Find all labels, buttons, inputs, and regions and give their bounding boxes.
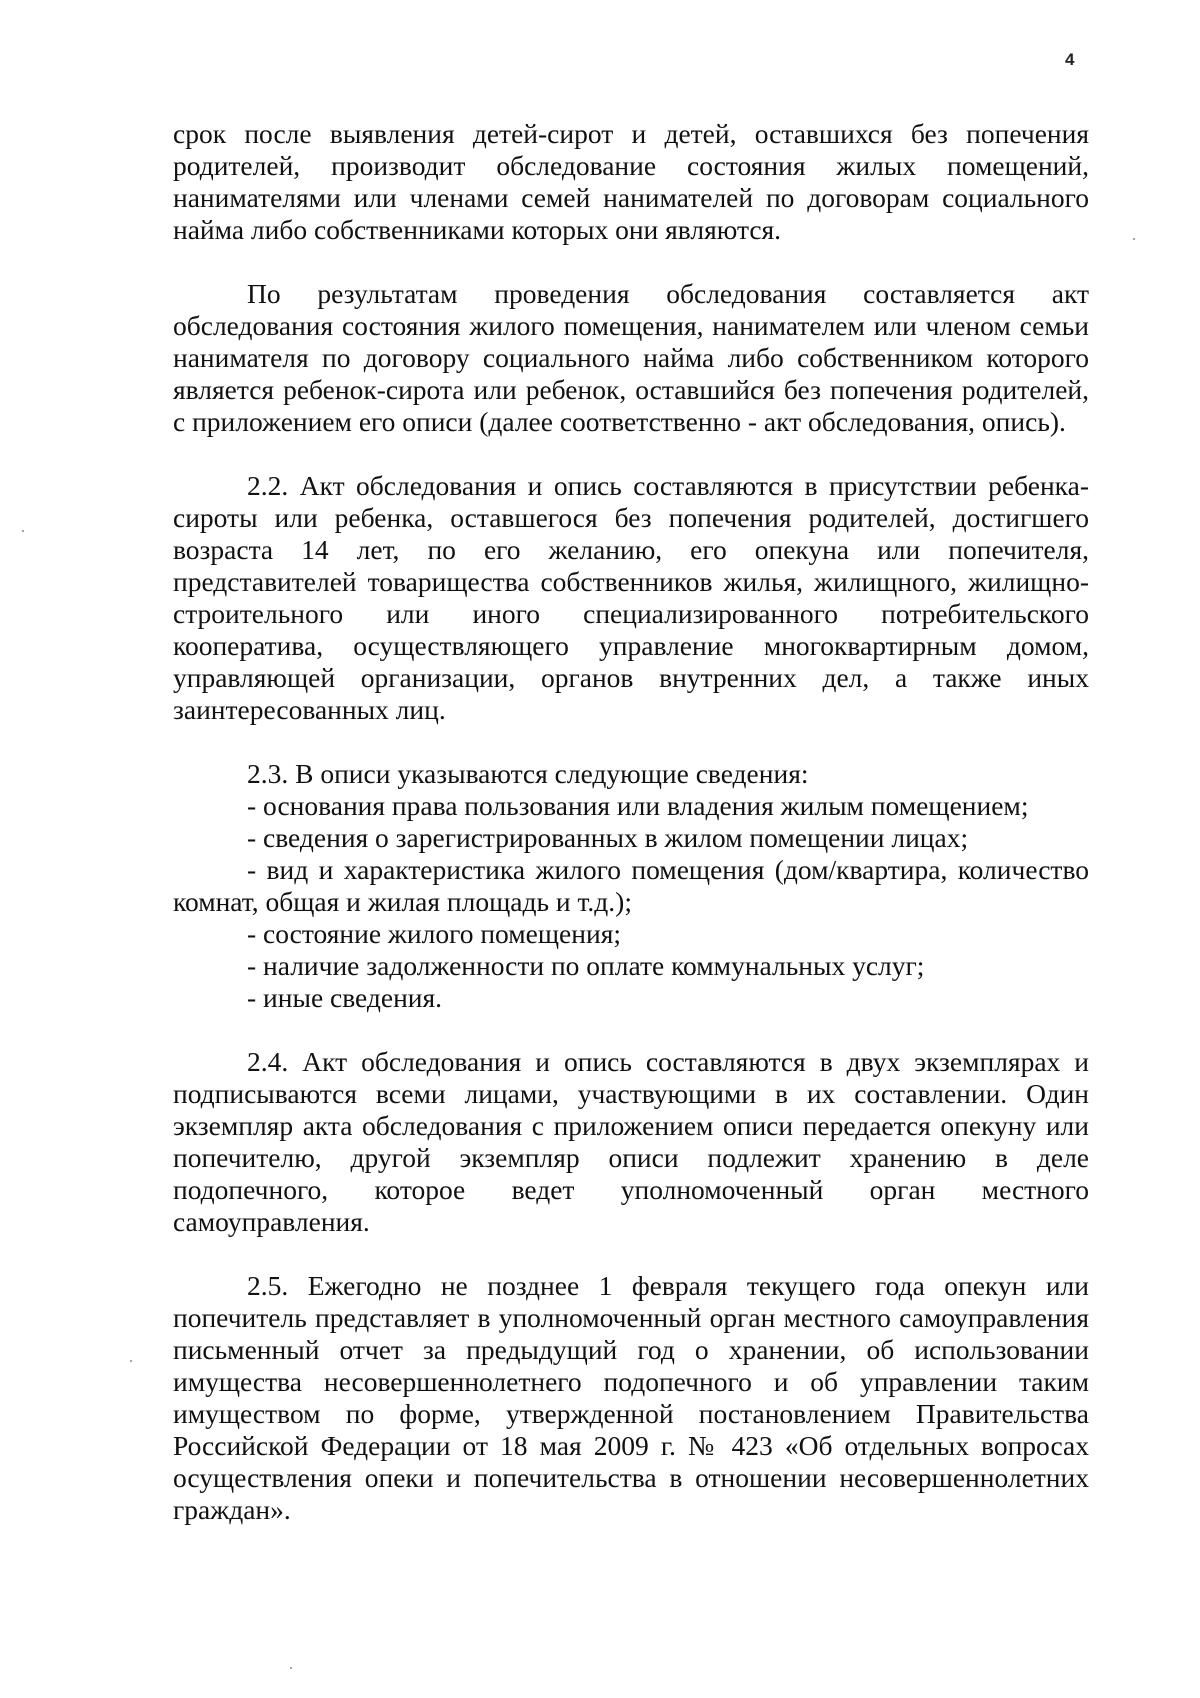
document-body [173, 118, 1089, 1526]
scan-speck [1133, 238, 1135, 240]
paragraph-continuation: срок после выявления детей-сирот и детей, оставшихся без попечения родителей, производит обследование состояния жилых помещений, нанимателями или членами семей нанимателей по договорам социального найма либо собственниками которых они являются. [173, 118, 1089, 245]
paragraph-gap [173, 438, 1089, 470]
list-item: - сведения о зарегистрированных в жилом помещении лицах; [247, 822, 969, 853]
list-item: - состояние жилого помещения; [247, 918, 621, 949]
paragraph-gap [173, 246, 1089, 278]
list-item: - вид и характеристика жилого помещения (дом/квартира, количество комнат, общая и жилая площадь и т.д.); [173, 854, 1089, 917]
paragraph-gap [173, 1014, 1089, 1046]
list-item: - наличие задолженности по оплате коммунальных услуг; [247, 950, 925, 981]
paragraph-gap [173, 726, 1089, 758]
list-item: - основания права пользования или владения жилым помещением; [247, 790, 1029, 821]
list-item: - иные сведения. [247, 982, 443, 1013]
paragraph-gap [173, 1238, 1089, 1270]
paragraph-inspection-act: По результатам проведения обследования составляется акт обследования состояния жилого помещения, нанимателем или членом семьи нанимателя по договору социального найма либо собственником которого является ребенок-сирота или ребенок, оставшийся без попечения родителей, с приложением его описи (далее соответственно - акт обследования, опись). [173, 278, 1089, 437]
scan-speck [22, 530, 24, 532]
paragraph-2-2: 2.2. Акт обследования и опись составляются в присутствии ребенка-сироты или ребенка, оставшегося без попечения родителей, достигшего возраста 14 лет, по его желанию, его опекуна или попечителя, представителей товарищества собственников жилья, жилищного, жилищно-строительного или иного специализированного потребительского кооператива, осуществляющего управление многоквартирным домом, управляющей организации, органов внутренних дел, а также иных заинтересованных лиц. [173, 470, 1089, 725]
scan-speck [130, 1360, 132, 1362]
paragraph-2-4: 2.4. Акт обследования и опись составляются в двух экземплярах и подписываются всеми лицами, участвующими в их составлении. Один экземпляр акта обследования с приложением описи передается опекуну или попечителю, другой экземпляр описи подлежит хранению в деле подопечного, которое ведет уполномоченный орган местного самоуправления. [173, 1046, 1089, 1237]
paragraph-2-5: 2.5. Ежегодно не позднее 1 февраля текущего года опекун или попечитель представляет в уполномоченный орган местного самоуправления письменный отчет за предыдущий год о хранении, об использовании имущества несовершеннолетнего подопечного и об управлении таким имуществом по форме, утвержденной постановлением Правительства Российской Федерации от 18 мая 2009 г. № 423 «Об отдельных вопросах осуществления опеки и попечительства в отношении несовершеннолетних граждан». [173, 1270, 1089, 1525]
paragraph-2-3-intro: 2.3. В описи указываются следующие сведения: [247, 758, 809, 789]
page-number: 4 [1065, 50, 1075, 69]
scan-speck [290, 1667, 292, 1669]
